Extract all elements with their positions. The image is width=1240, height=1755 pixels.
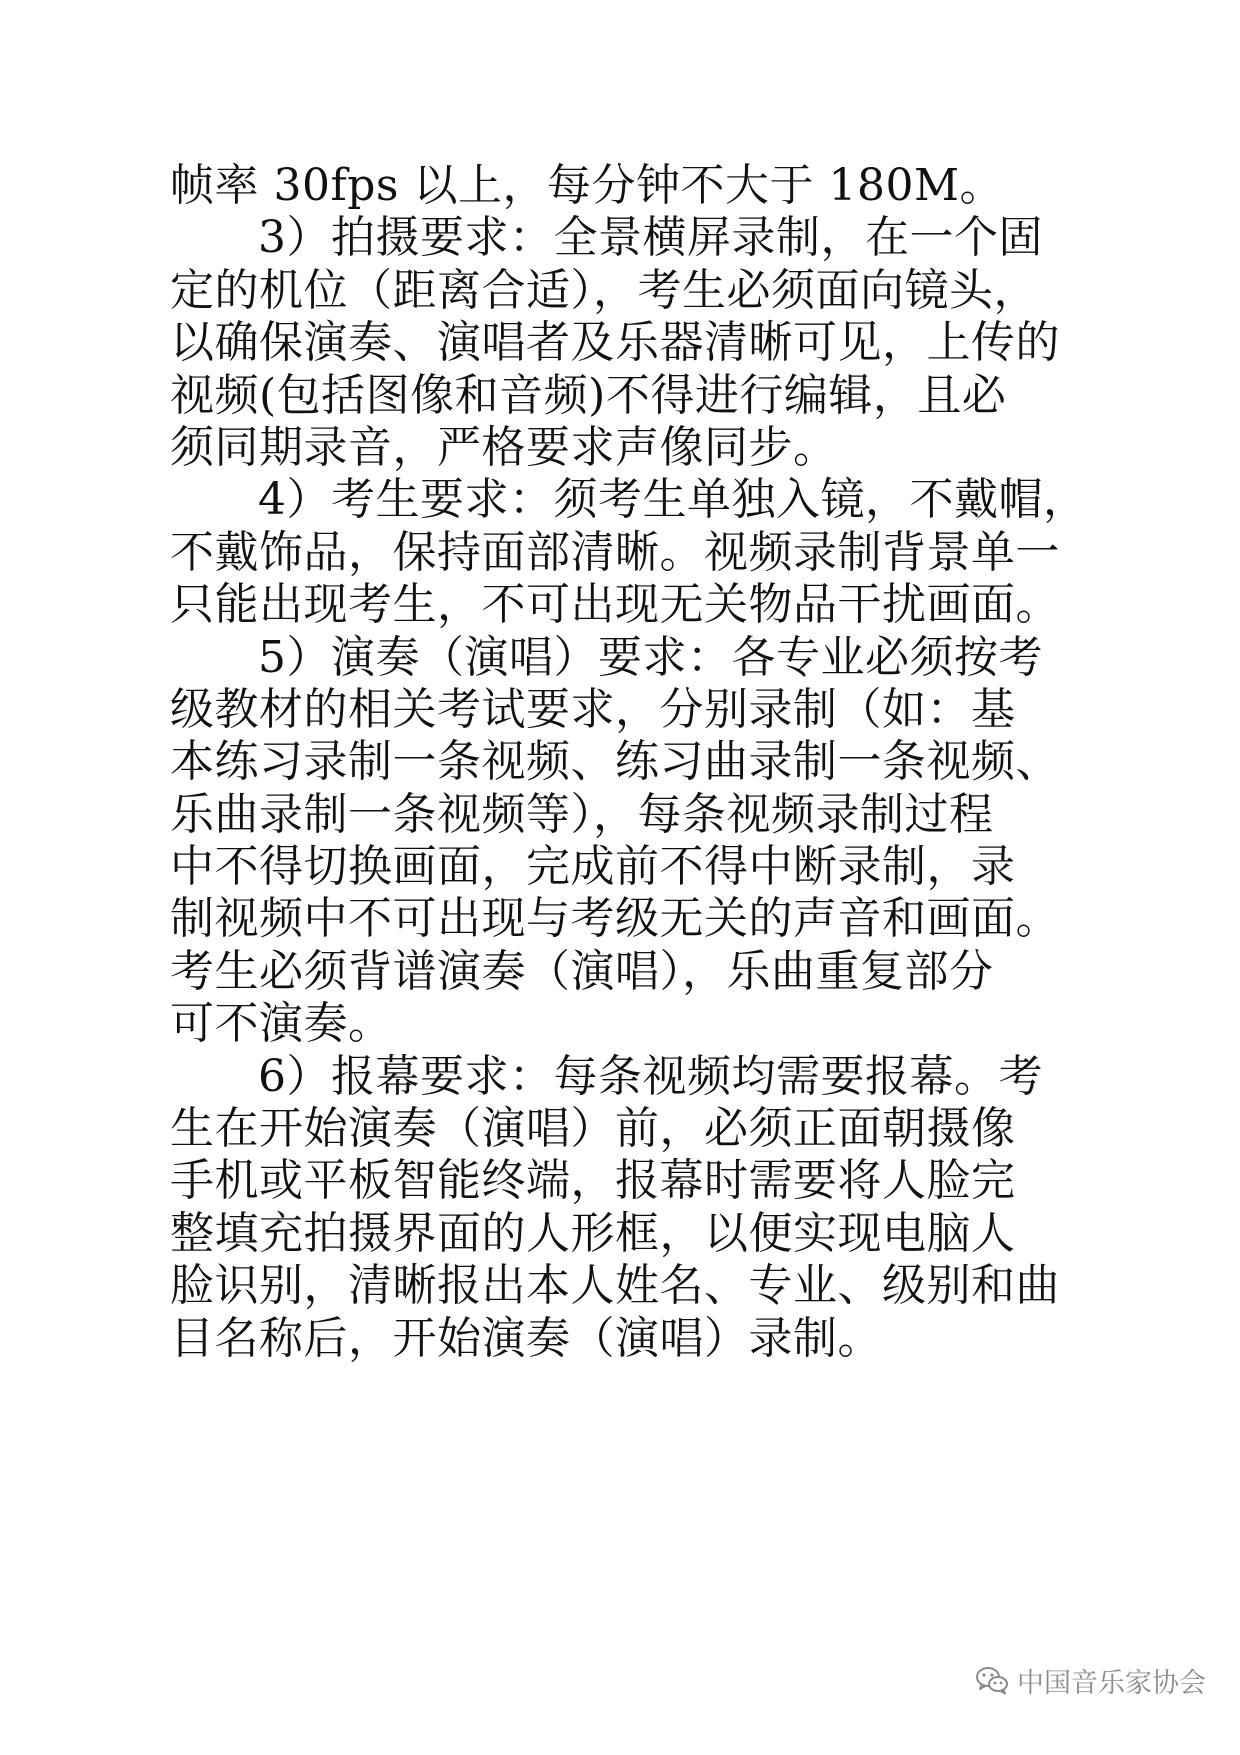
text-line-16: 考生必须背谱演奏（演唱），乐曲重复部分 (170, 945, 994, 997)
text-line-21: 整填充拍摄界面的人形框，以便实现电脑人 (170, 1207, 1016, 1259)
text-line-22: 脸识别，清晰报出本人姓名、专业、级别和曲 (170, 1260, 1060, 1312)
text-line-10: 5）演奏（演唱）要求：各专业必须按考 (258, 631, 1043, 683)
text-line-19: 生在开始演奏（演唱）前，必须正面朝摄像 (170, 1103, 1016, 1155)
text-line-7: 4）考生要求：须考生单独入镜，不戴帽， (258, 474, 1088, 526)
text-line-4: 以确保演奏、演唱者及乐器清晰可见，上传的 (170, 317, 1060, 369)
text-line-13: 乐曲录制一条视频等），每条视频录制过程 (170, 788, 994, 840)
text-line-11: 级教材的相关考试要求，分别录制（如：基 (170, 683, 1016, 735)
text-line-23: 目名称后，开始演奏（演唱）录制。 (170, 1312, 882, 1364)
text-line-17: 可不演奏。 (170, 998, 393, 1050)
text-line-20: 手机或平板智能终端，报幕时需要将人脸完 (170, 1155, 1016, 1207)
text-line-2: 3）拍摄要求：全景横屏录制，在一个固 (258, 212, 1043, 264)
document-body (170, 160, 1088, 1365)
text-line-1: 帧率 30fps 以上，每分钟不大于 180M。 (170, 160, 1005, 211)
text-line-5: 视频(包括图像和音频)不得进行编辑，且必 (170, 369, 1007, 421)
text-line-3: 定的机位（距离合适），考生必须面向镜头， (170, 264, 1038, 316)
text-line-18: 6）报幕要求：每条视频均需要报幕。考 (258, 1050, 1043, 1102)
watermark-text: 中国音乐家协会 (1017, 1667, 1206, 1699)
text-line-12: 本练习录制一条视频、练习曲录制一条视频、 (170, 736, 1060, 788)
text-line-9: 只能出现考生，不可出现无关物品干扰画面。 (170, 579, 1060, 631)
text-line-6: 须同期录音，严格要求声像同步。 (170, 421, 838, 473)
text-line-15: 制视频中不可出现与考级无关的声音和画面。 (170, 893, 1060, 945)
text-line-8: 不戴饰品，保持面部清晰。视频录制背景单一 (170, 526, 1060, 578)
watermark (975, 1662, 1206, 1698)
text-line-14: 中不得切换画面，完成前不得中断录制，录 (170, 841, 1016, 893)
wechat-icon (975, 1665, 1009, 1695)
